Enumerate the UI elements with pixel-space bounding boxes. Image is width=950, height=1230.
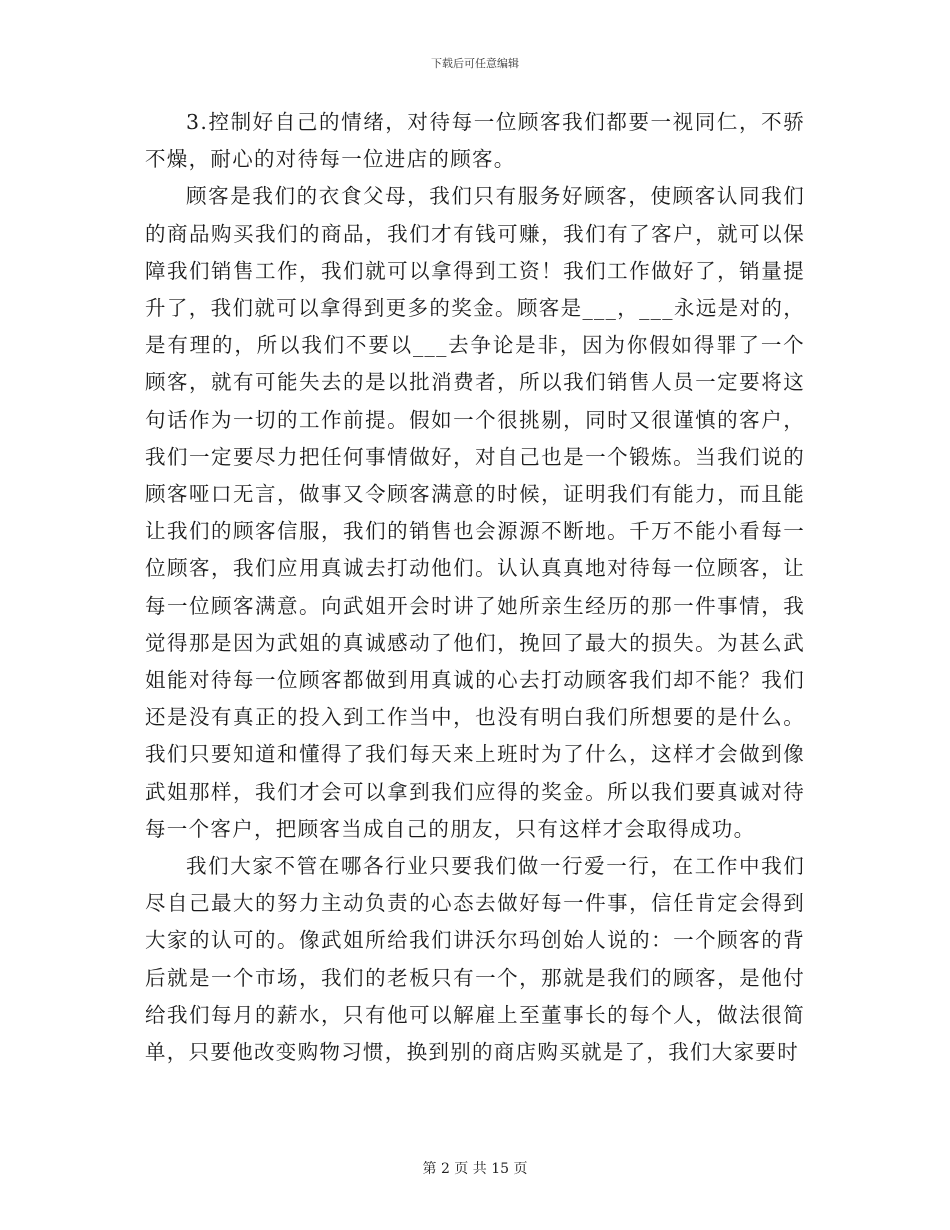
page-header: 下载后可任意编辑 <box>431 57 519 70</box>
page-footer: 第 2 页 共 15 页 <box>422 1161 528 1177</box>
paragraph: 我们大家不管在哪各行业只要我们做一行爱一行，在工作中我们尽自己最大的努力主动负责的心态去做好每一件事，信任肯定会得到大家的认可的。像武姐所给我们讲沃尔玛创始人说的：一个顾客的背后就是一个市场，我们的老板只有一个，那就是我们的顾客，是他付给我们每月的薪水，只有他可以解雇上至董事长的每个人，做法很简单，只要他改变购物习惯，换到别的商店购买就是了，我们大家要时 <box>145 854 805 1065</box>
document-body <box>145 104 805 1071</box>
paragraph: 顾客是我们的衣食父母，我们只有服务好顾客，使顾客认同我们的商品购买我们的商品，我们才有钱可赚，我们有了客户，就可以保障我们销售工作，我们就可以拿得到工资！我们工作做好了，销量提升了，我们就可以拿得到更多的奖金。顾客是___，___永远是对的，是有理的，所以我们不要以___去争论是非，因为你假如得罪了一个顾客，就有可能失去的是以批消费者，所以我们销售人员一定要将这句话作为一切的工作前提。假如一个很挑剔，同时又很谨慎的客户，我们一定要尽力把任何事情做好，对自己也是一个锻炼。当我们说的顾客哑口无言，做事又令顾客满意的时候，证明我们有能力，而且能让我们的顾客信服，我们的销售也会源源不断地。千万不能小看每一位顾客，我们应用真诚去打动他们。认认真真地对待每一位顾客，让每一位顾客满意。向武姐开会时讲了她所亲生经历的那一件事情，我觉得那是因为武姐的真诚感动了他们，挽回了最大的损失。为甚么武姐能对待每一位顾客都做到用真诚的心去打动顾客我们却不能？我们还是没有真正的投入到工作当中，也没有明白我们所想要的是什么。我们只要知道和懂得了我们每天来上班时为了什么，这样才会做到像武姐那样，我们才会可以拿到我们应得的奖金。所以我们要真诚对待每一个客户，把顾客当成自己的朋友，只有这样才会取得成功。 <box>145 184 805 841</box>
paragraph: 3.控制好自己的情绪，对待每一位顾客我们都要一视同仁，不骄不燥，耐心的对待每一位进店的顾客。 <box>145 110 805 172</box>
